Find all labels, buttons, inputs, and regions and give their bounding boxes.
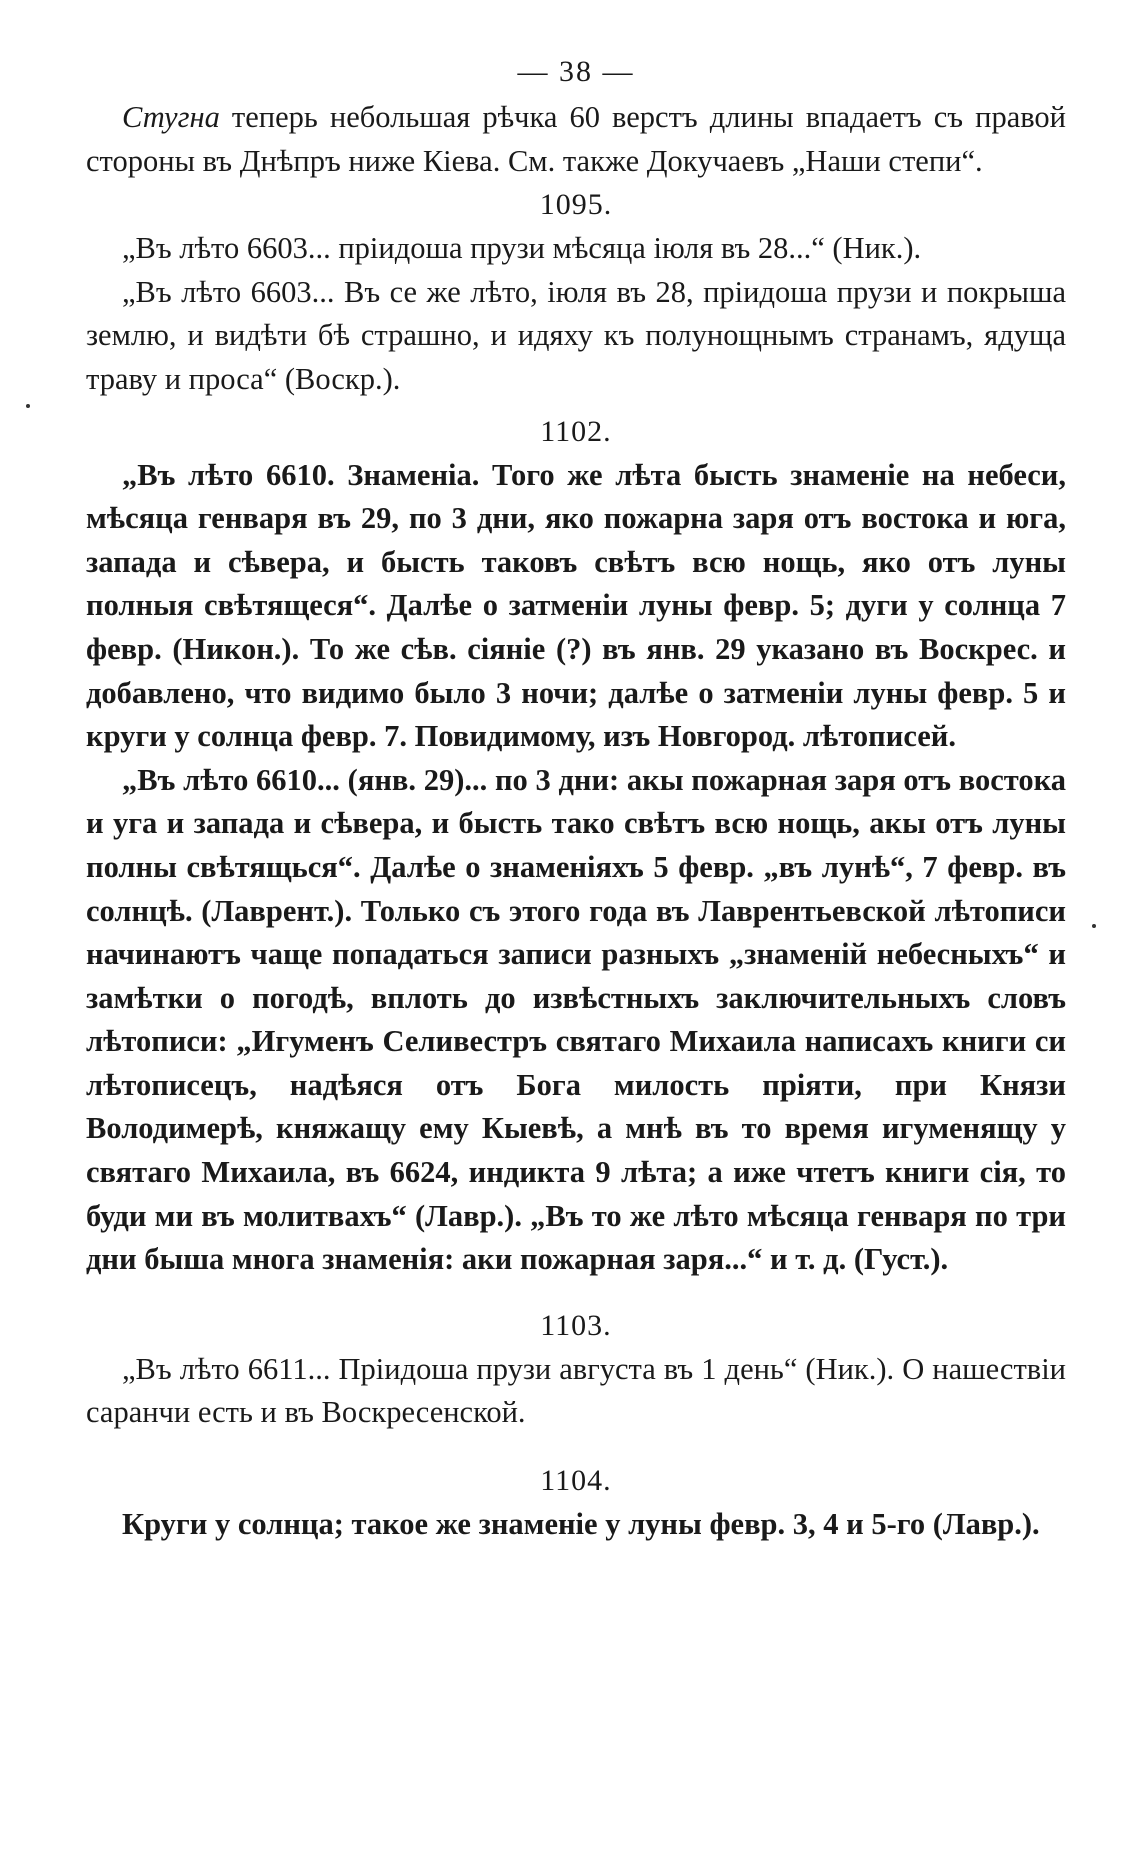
entry-1104: Круги у солнца; такое же знаменiе у луны февр. 3, 4 и 5-го (Лавр.). — [122, 1507, 1040, 1542]
entry-1102-lavr: „Въ лѣто 6610... (янв. 29)... по 3 дни: акы пожарная заря отъ востока и уга и запада и сѣвера, и бысть тако свѣтъ всю нощь, акы отъ луны полны свѣтящься“. Далѣе о знаменiяхъ 5 февр. „въ лунѣ“, 7 февр. въ солнцѣ. (Лаврент.). Только съ этого года въ Лаврентьевской лѣтописи начинаютъ чаще попадаться записи разныхъ „знаменiй небесныхъ“ и замѣтки о погодѣ, вплоть до извѣстныхъ заключительныхъ словъ лѣтописи: „Игуменъ Селивестръ святаго Михаила написахъ книги си лѣтописецъ, надѣяся отъ Бога милость прiяти, при Князи Володимерѣ, княжащу ему Кыевѣ, а мнѣ въ то время игуменящу у святаго Михаила, въ 6624, индикта 9 лѣта; а иже чтетъ книги сiя, то буди ми въ молитвахъ“ (Лавр.). „Въ то же лѣто мѣсяца генваря по три дни быша многа знаменiя: аки пожарная заря...“ и т. д. (Густ.). — [86, 762, 1066, 1277]
year-heading-1095: 1095. — [539, 188, 613, 222]
margin-speck — [1092, 924, 1096, 928]
page-number: — 38 — — [517, 55, 635, 88]
lead-term: Стугна — [122, 100, 220, 134]
entry-1102-nikon: „Въ лѣто 6610. Знаменiа. Того же лѣта бысть знаменiе на небеси, мѣсяца генваря въ 29, по 3 дни, яко пожарна заря отъ востока и юга, запада и сѣвера, и бысть таковъ свѣтъ всю нощь, яко отъ луны полныя свѣтящеся“. Далѣе о затменiи луны февр. 5; дуги у солнца 7 февр. (Никон.). То же сѣв. сiянiе (?) въ янв. 29 указано въ Воскрес. и добавлено, что видимо было 3 ночи; далѣе о затменiи луны февр. 5 и круги у солнца февр. 7. Повидимому, изъ Новгород. лѣтописей. — [86, 457, 1066, 754]
intro-text: теперь небольшая рѣчка 60 верстъ длины впадаетъ съ правой стороны въ Днѣпръ ниже Кіева. См. также Докучаевъ „Наши степи“. — [86, 100, 1066, 178]
margin-speck — [26, 404, 30, 408]
intro-paragraph — [86, 96, 1066, 183]
entry-1095-voskr: „Въ лѣто 6603... Въ се же лѣто, iюля въ 28, прiидоша прузи и покрыша землю, и видѣти бѣ страшно, и идяху къ полунощнымъ странамъ, ядуща траву и проса“ (Воскр.). — [86, 274, 1066, 396]
year-heading-1104: 1104. — [540, 1464, 612, 1498]
entry-1103: „Въ лѣто 6611... Прiидоша прузи августа въ 1 день“ (Ник.). О нашествiи саранчи есть и въ Воскресенской. — [86, 1351, 1066, 1430]
entry-1095-nik: „Въ лѣто 6603... прiидоша прузи мѣсяца iюля въ 28...“ (Ник.). — [122, 231, 922, 266]
year-heading-1102: 1102. — [540, 414, 612, 448]
year-heading-1103: 1103. — [540, 1308, 612, 1342]
document-page — [86, 52, 1066, 1812]
